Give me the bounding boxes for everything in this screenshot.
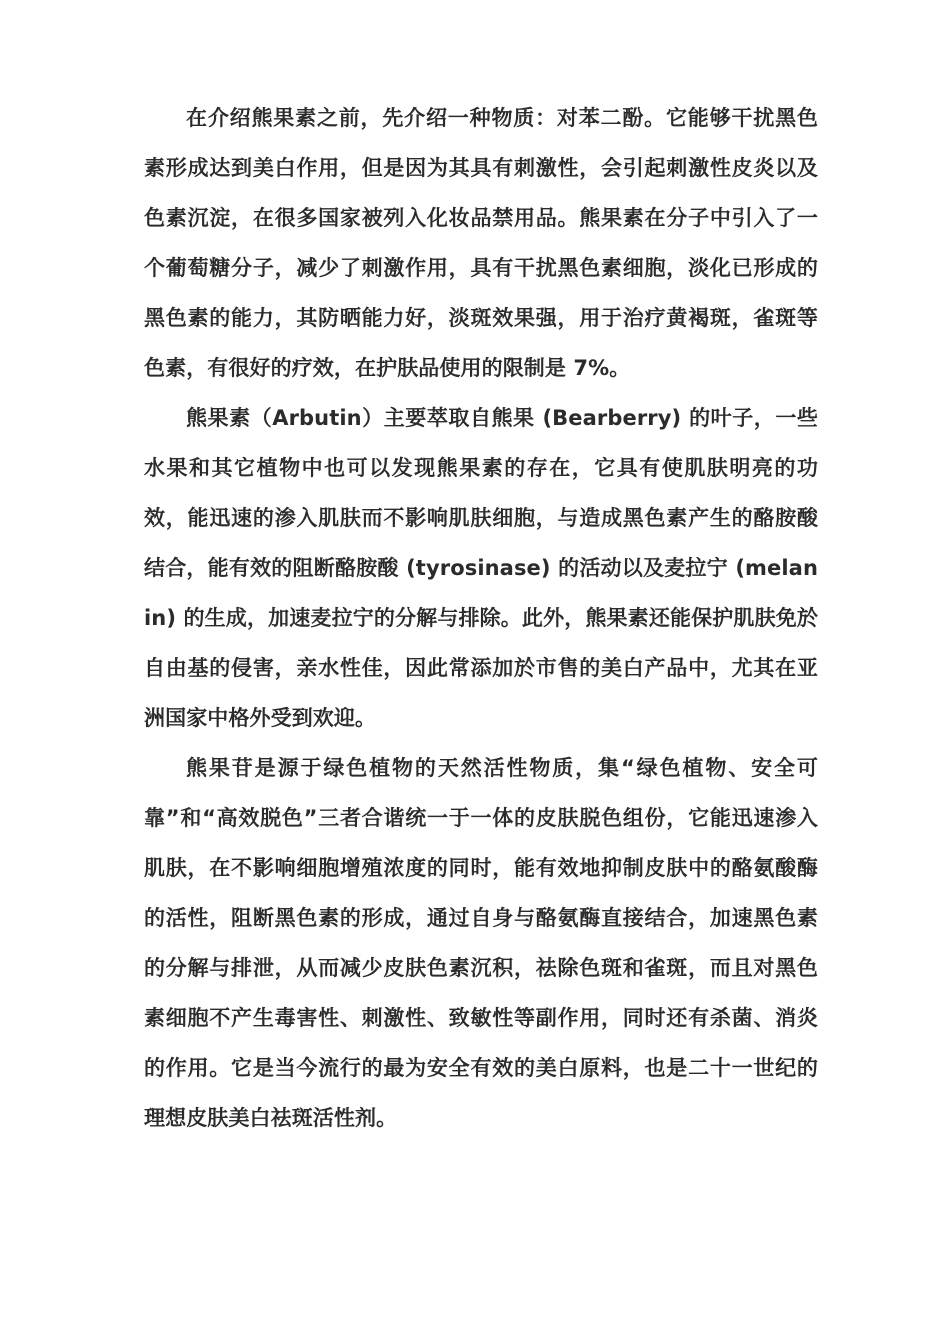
document-body [144, 93, 818, 1143]
paragraph-3: 熊果苷是源于绿色植物的天然活性物质，集“绿色植物、安全可靠”和“高效脱色”三者合谐统一于一体的皮肤脱色组份，它能迅速渗入肌肤，在不影响细胞增殖浓度的同时，能有效地抑制皮肤中的酪氨酸酶的活性，阻断黑色素的形成，通过自身与酪氨酶直接结合，加速黑色素的分解与排泄，从而减少皮肤色素沉积，祛除色斑和雀斑，而且对黑色素细胞不产生毒害性、刺激性、致敏性等副作用，同时还有杀菌、消炎的作用。它是当今流行的最为安全有效的美白原料，也是二十一世纪的理想皮肤美白祛斑活性剂。 [144, 756, 818, 1130]
paragraph-2: 熊果素（Arbutin）主要萃取自熊果 (Bearberry) 的叶子，一些水果和其它植物中也可以发现熊果素的存在，它具有使肌肤明亮的功效，能迅速的渗入肌肤而不影响肌肤细胞，与造成黑色素产生的酪胺酸结合，能有效的阻断酪胺酸 (tyrosinase) 的活动以及麦拉宁 (melanin) 的生成，加速麦拉宁的分解与排除。此外，熊果素还能保护肌肤免於自由基的侵害，亲水性佳，因此常添加於市售的美白产品中，尤其在亚洲国家中格外受到欢迎。 [144, 406, 818, 730]
paragraph-1: 在介绍熊果素之前，先介绍一种物质：对苯二酚。它能够干扰黑色素形成达到美白作用，但是因为其具有刺激性，会引起刺激性皮炎以及色素沉淀，在很多国家被列入化妆品禁用品。熊果素在分子中引入了一个葡萄糖分子，减少了刺激作用，具有干扰黑色素细胞，淡化已形成的黑色素的能力，其防晒能力好，淡斑效果强，用于治疗黄褐斑，雀斑等色素，有很好的疗效，在护肤品使用的限制是 7%。 [144, 106, 818, 380]
